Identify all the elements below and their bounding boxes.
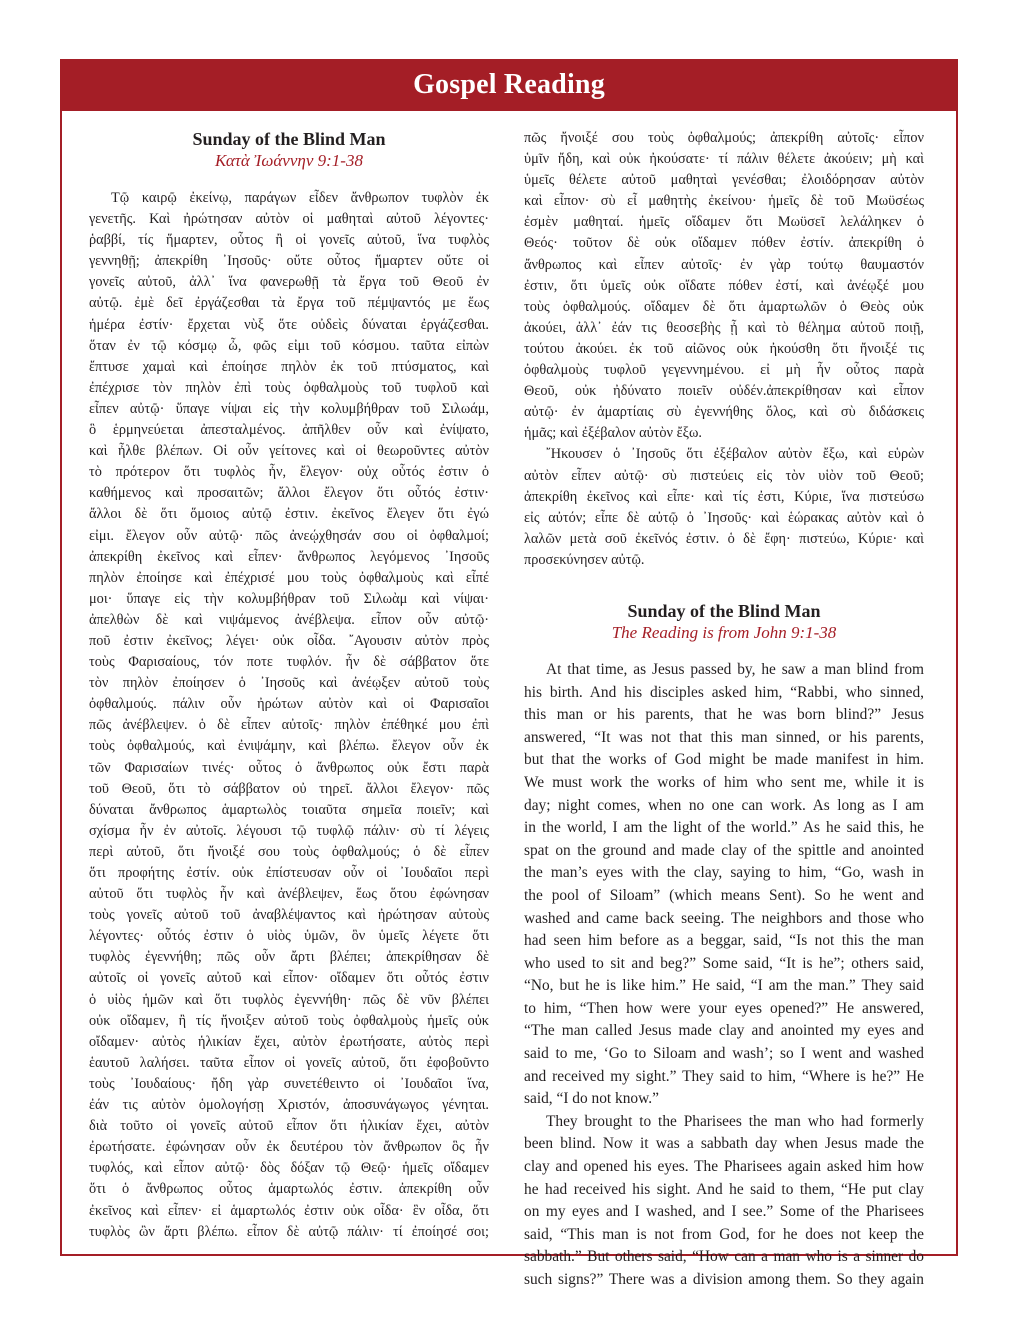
text-line: They brought to the Pharisees the man who had formerly xyxy=(546,1112,924,1130)
text-line: ἐστιν, ὅτι ὑμεῖς οὐκ οἴδατε πόθεν ἐστί, καὶ ἀνέῳξέ μου xyxy=(524,277,924,294)
text-line: “No, but he is like him.” He said, “I am the man.” They said xyxy=(524,977,924,995)
text-line: εἰμι. ἔλεγον οὖν αὐτῷ· πῶς ἀνεῴχθησάν σου οἱ ὀφθαλμοί; xyxy=(89,527,489,544)
text-line: εἶπεν αὐτῷ· ὕπαγε νίψαι εἰς τὴν κολυμβήθραν τοῦ Σιλωάμ, xyxy=(89,400,489,417)
text-line: τὸν πηλὸν ἐποίησεν ὁ ᾿Ιησοῦς καὶ ἀνέῳξεν αὐτοῦ τοὺς xyxy=(89,675,489,692)
text-line: ὑμῖν ἤδη, καὶ οὐκ ἠκούσατε· τί πάλιν θέλετε ἀκούειν; μὴ καὶ xyxy=(524,151,924,168)
section-title: Gospel Reading xyxy=(413,69,605,100)
text-line: τῶν Φαρισαίων τινές· οὗτος ὁ ἄνθρωπος οὐκ ἔστι παρὰ xyxy=(89,759,489,776)
text-line: μοι· ὕπαγε εἰς τὴν κολυμβήθραν τοῦ Σιλωὰμ καὶ νίψαι· xyxy=(89,590,489,607)
text-line: ἐπέχρισε τὸν πηλὸν ἐπὶ τοὺς ὀφθαλμοὺς τοῦ τυφλοῦ καὶ xyxy=(89,379,489,396)
text-line: εἰς αὐτόν; εἶπε δὲ αὐτῷ ὁ ᾿Ιησοῦς· καὶ ἑώρακας αὐτὸν καὶ ὁ xyxy=(524,509,924,526)
text-line: αὐτοῦ ὅτι τυφλὸς ἦν καὶ ἀνέβλεψεν, ἕως ὅτου ἐφώνησαν xyxy=(89,886,489,903)
text-line: γονεῖς αὐτοῦ, ἀλλ᾿ ἵνα φανερωθῇ τὰ ἔργα τοῦ Θεοῦ ἐν xyxy=(89,274,489,291)
text-line: ὃ ἑρμηνεύεται ἀπεσταλμένος. ἀπῆλθεν οὖν καὶ ἐνίψατο, xyxy=(89,422,489,439)
text-line: to him, “Then how were your eyes opened?” He answered, xyxy=(524,999,924,1017)
text-line: ῥαββί, τίς ἥμαρτεν, οὗτος ἢ οἱ γονεῖς αὐτοῦ, ἵνα τυφλὸς xyxy=(89,232,489,249)
text-line: spat on the ground and made clay of the spittle and anointed xyxy=(524,841,924,859)
text-line: but that the works of God might be made manifest in him. xyxy=(524,751,924,769)
text-line: ἀπελθὼν δὲ καὶ νιψάμενος ἀνέβλεψα. εἶπον οὖν αὐτῷ· xyxy=(89,611,489,628)
text-line: said, “This man is not from God, for he does not keep the xyxy=(524,1225,924,1243)
text-line: ἄλλοι δὲ ὅτι ὅμοιος αὐτῷ ἐστιν. ἐκεῖνος ἔλεγεν ὅτι ἐγώ xyxy=(89,506,489,523)
greek-text-part2 xyxy=(524,128,924,571)
text-line: ποῦ ἐστιν ἐκεῖνος; λέγει· οὐκ οἶδα. ῎Αγουσιν αὐτὸν πρὸς xyxy=(89,632,489,649)
text-line: λαλῶν μετὰ σοῦ ἐκεῖνός ἐστιν. ὁ δὲ ἔφη· πιστεύω, Κύριε· καὶ xyxy=(524,530,924,547)
text-line: καθήμενος καὶ προσαιτῶν; ἄλλοι ἔλεγον ὅτι οὗτός ἐστιν· xyxy=(89,485,489,502)
text-line: τυφλός, καὶ εἶπον αὐτῷ· δὸς δόξαν τῷ Θεῷ· ἡμεῖς οἴδαμεν xyxy=(89,1160,489,1177)
greek-heading-block xyxy=(89,128,489,172)
right-column xyxy=(524,128,924,1292)
text-line: τοὺς Φαρισαίους, τόν ποτε τυφλόν. ἦν δὲ σάββατον ὅτε xyxy=(89,654,489,671)
text-line: οἴδαμεν· αὐτὸς ἡλικίαν ἔχει, αὐτὸν ἐρωτήσατε, αὐτὸς περὶ xyxy=(89,1033,489,1050)
text-line: δύναται ἄνθρωπος ἁμαρτωλὸς τοιαῦτα σημεῖα ποιεῖν; καὶ xyxy=(89,801,489,818)
text-line: ἐάν τις αὐτὸν ὁμολογήσῃ Χριστόν, ἀποσυνάγωγος γένηται. xyxy=(89,1097,489,1114)
text-line: At that time, as Jesus passed by, he saw a man blind from xyxy=(546,660,924,678)
text-line: answered, “It was not that this man sinned, or his parents, xyxy=(524,728,924,746)
text-line: πῶς ἀνέβλεψεν. ὁ δὲ εἶπεν αὐτοῖς· πηλὸν ἐπέθηκέ μου ἐπὶ xyxy=(89,717,489,734)
greek-text-part1 xyxy=(89,188,489,1243)
text-line: ἡμέρα ἐστίν· ἔρχεται νὺξ ὅτε οὐδεὶς δύναται ἐργάζεσθαι. xyxy=(89,316,489,333)
text-line: ἐσμὲν μαθηταί. ἡμεῖς οἴδαμεν ὅτι Μωϋσεῖ λελάληκεν ὁ xyxy=(524,214,924,231)
text-line: sabbath.” But others said, “How can a man who is a sinner do xyxy=(524,1248,924,1266)
text-line: ἀπεκρίθη ἐκεῖνος καὶ εἶπεν· ἄνθρωπος λεγόμενος ᾿Ιησοῦς xyxy=(89,548,489,565)
text-line: Θεοῦ, οὐκ ἠδύνατο ποιεῖν οὐδέν.ἀπεκρίθησαν καὶ εἶπον xyxy=(524,383,924,400)
text-line: τοὺς ὀφθαλμούς, καὶ ἐνιψάμην, καὶ βλέπω. ἔλεγον οὖν ἐκ xyxy=(89,738,489,755)
text-line: ὅταν ἐν τῷ κόσμῳ ὦ, φῶς εἰμι τοῦ κόσμου. ταῦτα εἰπὼν xyxy=(89,337,489,354)
text-line: προσεκύνησεν αὐτῷ. xyxy=(524,551,645,568)
text-line: διὰ τοῦτο οἱ γονεῖς αὐτοῦ εἶπον ὅτι ἡλικίαν ἔχει, αὐτὸν xyxy=(89,1118,489,1135)
text-line: λέγοντες· οὗτός ἐστιν ὁ υἱὸς ὑμῶν, ὃν ὑμεῖς λέγετε ὅτι xyxy=(89,928,489,945)
text-line: ἐκεῖνος καὶ εἶπεν· εἰ ἁμαρτωλός ἐστιν οὐκ οἶδα· ἓν οἶδα, ὅτι xyxy=(89,1202,489,1219)
text-line: ἑαυτοῦ λαλήσει. ταῦτα εἶπον οἱ γονεῖς αὐτοῦ, ὅτι ἐφοβοῦντο xyxy=(89,1054,489,1071)
text-line: καὶ ἦλθε βλέπων. Οἱ οὖν γείτονες καὶ οἱ θεωροῦντες αὐτὸν xyxy=(89,443,489,460)
text-line: he had received his sight. And he said to them, “He put clay xyxy=(524,1180,924,1198)
text-line: day; night comes, when no one can work. As long as I am xyxy=(524,796,924,814)
text-line: αὐτὸν εἶπεν αὐτῷ· σὺ πιστεύεις εἰς τὸν υἱὸν τοῦ Θεοῦ; xyxy=(524,467,924,484)
english-subheading: The Reading is from John 9:1-38 xyxy=(611,622,837,642)
text-line: τούτου ἀκούει. ἐκ τοῦ αἰῶνος οὐκ ἠκούσθη ὅτι ἤνοιξέ τις xyxy=(524,340,924,357)
text-line: ῎Ηκουσεν ὁ ᾿Ιησοῦς ὅτι ἐξέβαλον αὐτὸν ἔξω, καὶ εὑρὼν xyxy=(546,446,924,463)
section-banner xyxy=(60,59,958,111)
text-line: Τῷ καιρῷ ἐκείνῳ, παράγων εἶδεν ἄνθρωπον τυφλὸν ἐκ xyxy=(111,190,489,206)
text-line: γεννηθῇ; ἀπεκρίθη ᾿Ιησοῦς· οὔτε οὗτος ἥμαρτεν οὔτε οἱ xyxy=(89,253,489,270)
text-line: τυφλὸς ὢν ἄρτι βλέπω. εἶπον δὲ αὐτῷ πάλιν· τί ἐποίησέ σοι; xyxy=(89,1223,489,1240)
text-line: ὅτι ὁ ἄνθρωπος οὗτος ἁμαρτωλός ἐστιν. ἀπεκρίθη οὖν xyxy=(89,1181,489,1198)
english-heading: Sunday of the Blind Man xyxy=(627,600,821,621)
text-line: τὸ πρότερον ὅτι τυφλὸς ἦν, ἔλεγον· οὐχ οὗτός ἐστιν ὁ xyxy=(89,464,489,481)
text-line: ὀφθαλμοὺς τυφλοῦ γεγεννημένου. εἰ μὴ ἦν οὗτος παρὰ xyxy=(524,362,924,379)
text-line: and received my sight.” They said to him, “Where is he?” He xyxy=(524,1067,924,1085)
text-line: clay and opened his eyes. The Pharisees again asked him how xyxy=(524,1158,924,1176)
text-line: περὶ αὐτοῦ, ὅτι ἤνοιξέ σου τοὺς ὀφθαλμούς; ὁ δὲ εἶπεν xyxy=(89,843,489,860)
text-line: We must work the works of him who sent me, while it is xyxy=(524,773,924,791)
english-text xyxy=(524,659,924,1292)
text-line: his birth. And his disciples asked him, “Rabbi, who sinned, xyxy=(524,683,924,701)
text-line: ὅτι προφήτης ἐστίν. οὐκ ἐπίστευσαν οὖν οἱ ᾿Ιουδαῖοι περὶ xyxy=(89,865,489,881)
text-line: αὐτῷ· ἐν ἁμαρτίαις σὺ ἐγεννήθης ὅλος, καὶ σὺ διδάσκεις xyxy=(524,404,924,421)
text-line: ὀφθαλμούς. πάλιν οὖν ἠρώτων αὐτὸν καὶ οἱ Φαρισαῖοι xyxy=(89,696,489,713)
text-line: had seen him before as a beggar, said, “Is not this the man xyxy=(524,932,924,950)
text-line: said, “I do not know.” xyxy=(524,1090,659,1108)
text-line: ὑμεῖς θέλετε αὐτοῦ μαθηταὶ γενέσθαι; ἐλοιδόρησαν αὐτὸν xyxy=(524,172,924,189)
text-line: σχίσμα ἦν ἐν αὐτοῖς. λέγουσι τῷ τυφλῷ πάλιν· σὺ τί λέγεις xyxy=(89,822,489,839)
text-line: said to me, ‘Go to Siloam and wash’; so I went and washed xyxy=(524,1045,924,1063)
text-line: τοῦ Θεοῦ, ὅτι τὸ σάββατον οὐ τηρεῖ. ἄλλοι ἔλεγον· πῶς xyxy=(89,780,489,797)
text-line: this man or his parents, that he was born blind?” Jesus xyxy=(524,706,924,724)
text-line: ἡμᾶς; καὶ ἐξέβαλον αὐτὸν ἔξω. xyxy=(524,425,702,442)
greek-column xyxy=(89,128,489,1243)
text-line: ὁ υἱὸς ἡμῶν καὶ ὅτι τυφλὸς ἐγεννήθη· πῶς δὲ νῦν βλέπει xyxy=(89,991,489,1008)
text-line: τοὺς ὀφθαλμούς. οἴδαμεν δὲ ὅτι ἁμαρτωλῶν ὁ Θεὸς οὐκ xyxy=(524,298,924,315)
text-line: τοὺς γονεῖς αὐτοῦ τοῦ ἀναβλέψαντος καὶ ἠρώτησαν αὐτοὺς xyxy=(89,907,489,924)
text-line: αὐτοῖς οἱ γονεῖς αὐτοῦ καὶ εἶπον· οἴδαμεν ὅτι οὗτός ἐστιν xyxy=(89,970,489,987)
text-line: ἔπτυσε χαμαὶ καὶ ἐποίησε πηλὸν ἐκ τοῦ πτύσματος, καὶ xyxy=(89,358,489,375)
text-line: on my eyes and I washed, and I see.” Some of the Pharisees xyxy=(524,1203,924,1221)
text-line: “The man called Jesus made clay and anointed my eyes and xyxy=(524,1022,924,1040)
text-line: who used to sit and beg?” Some said, “It is he”; others said, xyxy=(524,954,924,972)
text-line: ἀπεκρίθη ἐκεῖνος καὶ εἶπε· καὶ τίς ἐστι, Κύριε, ἵνα πιστεύσω xyxy=(524,488,924,505)
text-line: τοὺς ᾿Ιουδαίους· ἤδη γὰρ συνετέθειντο οἱ ᾿Ιουδαῖοι ἵνα, xyxy=(89,1075,489,1092)
text-line: καὶ εἶπον· σὺ εἶ μαθητὴς ἐκείνου· ἡμεῖς δὲ τοῦ Μωϋσέως xyxy=(524,193,924,210)
text-line: washed and came back seeing. The neighbors and those who xyxy=(524,909,924,927)
text-line: ἄνθρωπος καὶ εἶπεν αὐτοῖς· ἐν γὰρ τούτῳ θαυμαστόν xyxy=(524,256,924,273)
text-line: πηλὸν ἐποίησε καὶ ἐπέχρισέ μου τοὺς ὀφθαλμοὺς καὶ εἶπέ xyxy=(89,569,489,586)
text-line: the man’s eyes with the clay, saying to him, “Go, wash in xyxy=(524,864,924,882)
text-line: πῶς ἤνοιξέ σου τοὺς ὀφθαλμούς; ἀπεκρίθη αὐτοῖς· εἶπον xyxy=(524,130,924,146)
text-line: such signs?” There was a division among them. So they again xyxy=(524,1271,924,1288)
english-heading-block xyxy=(524,600,924,644)
text-line: ἀκούει, ἀλλ᾿ ἐάν τις θεοσεβὴς ᾖ καὶ τὸ θέλημα αὐτοῦ ποιῇ, xyxy=(524,319,924,336)
text-line: ἐρωτήσατε. ἐφώνησαν οὖν ἐκ δευτέρου τὸν ἄνθρωπον ὃς ἦν xyxy=(89,1139,489,1156)
greek-subheading: Κατὰ Ἰωάννην 9:1-38 xyxy=(215,151,363,170)
greek-heading: Sunday of the Blind Man xyxy=(192,129,386,149)
text-line: τυφλὸς ἐγεννήθη; πῶς οὖν ἄρτι βλέπει; ἀπεκρίθησαν δὲ xyxy=(89,949,489,966)
text-line: αὐτῷ. ἐμὲ δεῖ ἐργάζεσθαι τὰ ἔργα τοῦ πέμψαντός με ἕως xyxy=(89,295,489,312)
text-line: the pool of Siloam” (which means Sent). So he went and xyxy=(524,886,924,904)
text-line: γενετῆς. Καὶ ἠρώτησαν αὐτὸν οἱ μαθηταὶ αὐτοῦ λέγοντες· xyxy=(89,211,489,228)
text-line: in the world, I am the light of the world.” As he said this, he xyxy=(524,819,924,837)
text-line: οὐκ οἴδαμεν, ἢ τίς ἤνοιξεν αὐτοῦ τοὺς ὀφθαλμοὺς ἡμεῖς οὐκ xyxy=(89,1012,489,1029)
text-line: been blind. Now it was a sabbath day when Jesus made the xyxy=(524,1135,924,1153)
text-line: Θεός· τοῦτον δὲ οὐκ οἴδαμεν πόθεν ἐστίν. ἀπεκρίθη ὁ xyxy=(524,235,924,252)
